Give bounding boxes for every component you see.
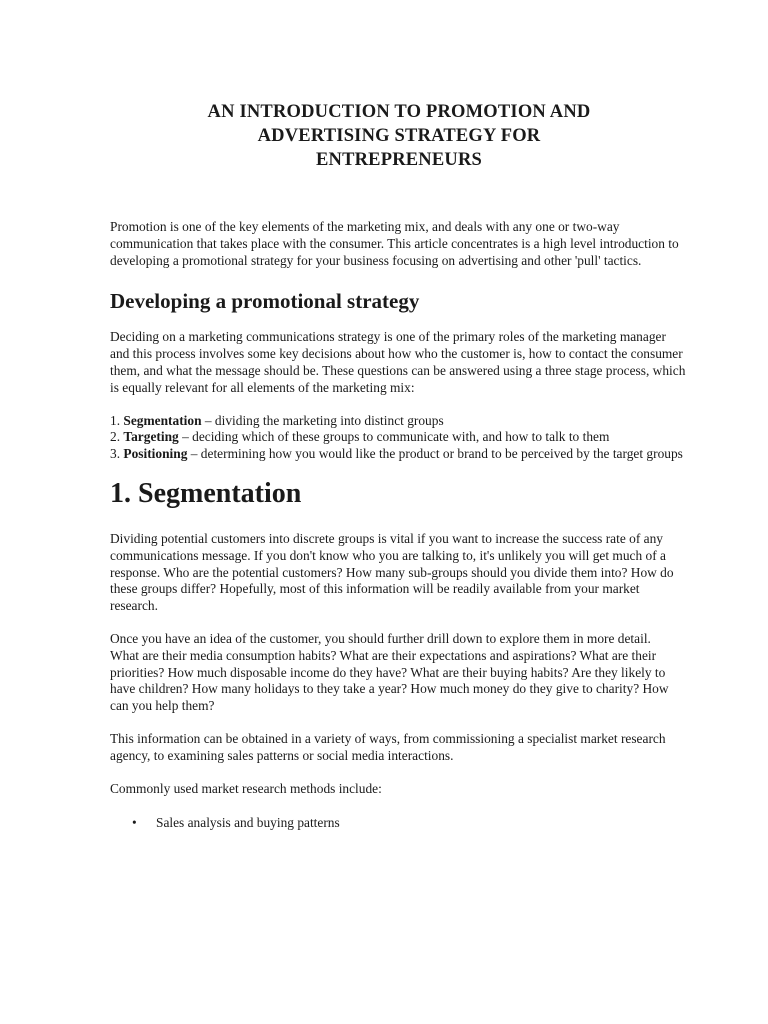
list-item-text: Sales analysis and buying patterns [156,815,340,831]
stage-term: Segmentation [123,412,202,428]
research-sources-paragraph: This information can be obtained in a variety of ways, from commissioning a specialist market research agency, to examining sales patterns or social media interactions. [110,730,666,763]
drill-down-paragraph: Once you have an idea of the customer, you should further drill down to explore them in more detail. [110,630,651,646]
title-line: AN INTRODUCTION TO PROMOTION AND [207,102,591,122]
stage-item-segmentation [110,413,688,430]
title-line: ADVERTISING STRATEGY FOR [257,126,541,146]
research-methods-intro: Commonly used market research methods include: [110,780,382,796]
stage-text: – dividing the marketing into distinct groups [204,412,444,428]
stage-term: Targeting [123,429,179,445]
stage-term: Positioning [123,446,188,462]
stage-number: 3. [110,446,121,462]
section-heading-segmentation: 1. Segmentation [110,477,302,509]
stage-item-positioning [110,446,688,463]
strategy-paragraph: Deciding on a marketing communications strategy is one of the primary roles of the marketing manager and this process involves some key decisions about how who the customer is, how to contact the consumer them, and what the message should be. These questions can be answered using a three stage process, which is equally relevant for all elements of the marketing mix: [110,329,686,395]
research-methods-list [110,815,688,832]
stage-list [110,413,688,463]
title-line: ENTREPRENEURS [315,150,483,170]
intro-paragraph: Promotion is one of the key elements of the marketing mix, and deals with any one or two-way communication that takes place with the consumer. This article concentrates is a high level introduction to developing a promotional strategy for your business focusing on advertising and other 'pull' tactics. [110,219,679,268]
stage-text: – deciding which of these groups to communicate with, and how to talk to them [182,429,610,445]
section-heading-promotional-strategy: Developing a promotional strategy [110,289,420,314]
customer-questions-paragraph: What are their media consumption habits? What are their expectations and aspirations? What are their priorities? How much disposable income do they have? What are their buying habits? Are they likely to have children? How many holidays to they take a year? How much money do they give to charity? How can you help them? [110,647,669,714]
list-item [110,815,688,832]
bullet-icon: • [132,815,137,831]
document-title [110,100,688,172]
stage-item-targeting [110,429,688,446]
stage-number: 1. [110,412,121,428]
customer-detail-block [110,631,688,715]
stage-number: 2. [110,429,121,445]
segmentation-paragraph: Dividing potential customers into discrete groups is vital if you want to increase the success rate of any communications message. If you don't know who you are talking to, it's unlikely you will get much of a response. Who are the potential customers? How many sub-groups should you divide them into? How do these groups differ? Hopefully, most of this information will be readily available from your market research. [110,530,674,614]
stage-text: – determining how you would like the product or brand to be perceived by the target groups [190,446,683,462]
